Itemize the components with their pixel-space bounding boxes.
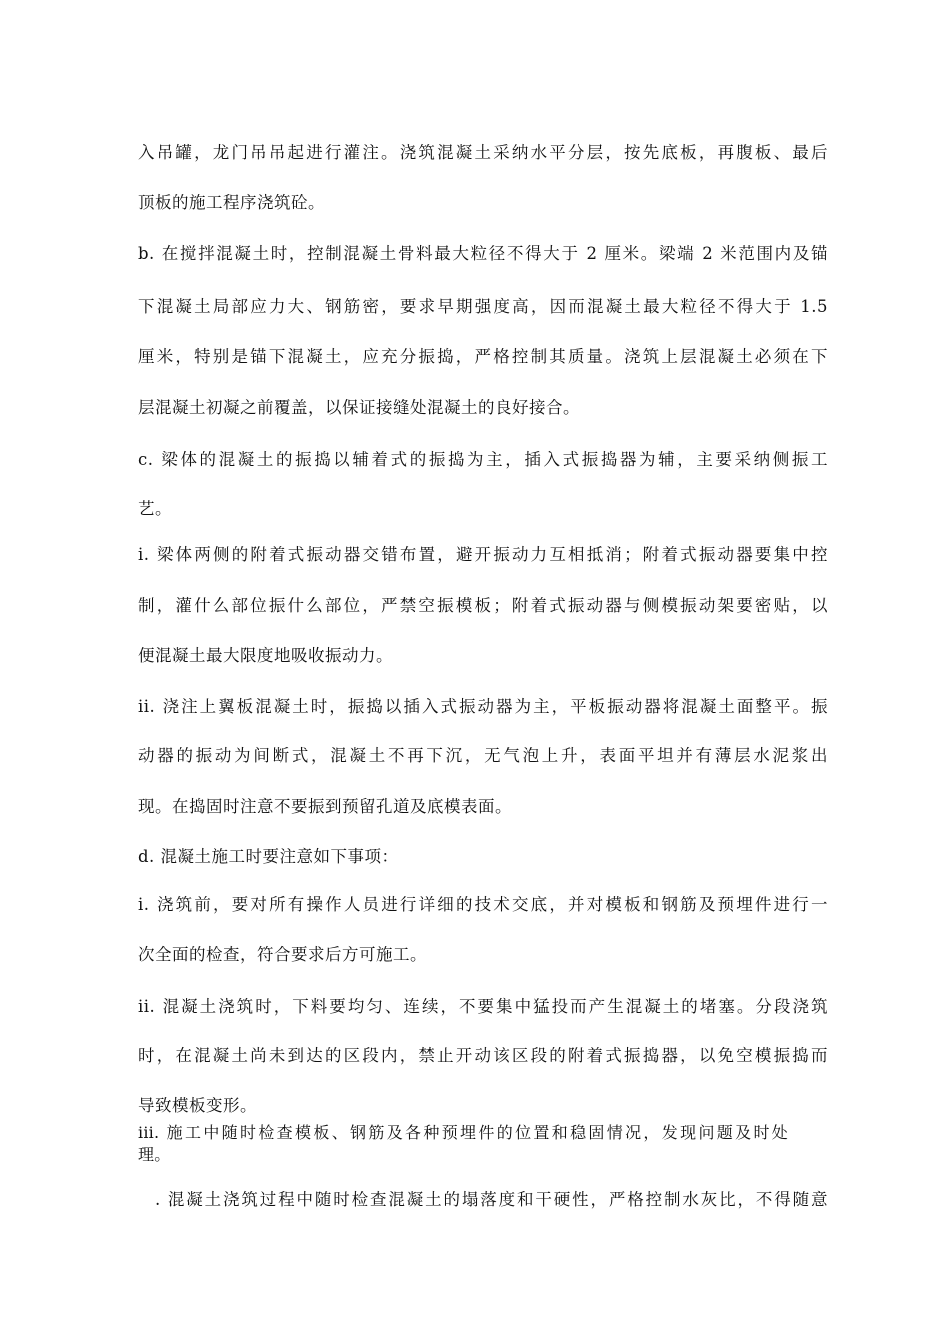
body-text-line: ii. 浇注上翼板混凝土时，振捣以插入式振动器为主，平板振动器将混凝土面整平。振 xyxy=(138,697,828,716)
body-text-line: c. 梁体的混凝土的振捣以辅着式的振捣为主，插入式振捣器为辅，主要采纳侧振工 xyxy=(138,450,828,469)
body-text-line: 制，灌什么部位振什么部位，严禁空振模板；附着式振动器与侧模振动架要密贴，以 xyxy=(138,596,828,615)
body-text-line: 导致模板变形。 xyxy=(138,1096,257,1115)
body-text-line: 层混凝土初凝之前覆盖，以保证接缝处混凝土的良好接合。 xyxy=(138,398,580,417)
body-text-line: d. 混凝土施工时要注意如下事项： xyxy=(138,847,399,866)
body-text-line: 动器的振动为间断式，混凝土不再下沉，无气泡上升，表面平坦并有薄层水泥浆出 xyxy=(138,746,828,765)
body-text-line: 艺。 xyxy=(138,499,172,518)
body-text-line: i. 梁体两侧的附着式振动器交错布置，避开振动力互相抵消；附着式振动器要集中控 xyxy=(138,545,828,564)
body-text-line: 时，在混凝土尚未到达的区段内，禁止开动该区段的附着式振捣器，以免空模振捣而 xyxy=(138,1046,828,1065)
body-text-line: 次全面的检查，符合要求后方可施工。 xyxy=(138,945,427,964)
body-text-line: 入吊罐，龙门吊吊起进行灌注。浇筑混凝土采纳水平分层，按先底板，再腹板、最后 xyxy=(138,143,828,162)
body-text-line: b. 在搅拌混凝土时，控制混凝土骨料最大粒径不得大于 2 厘米。梁端 2 米范围内及锚 xyxy=(138,244,828,263)
body-text-line: iii. 施工中随时检查模板、钢筋及各种预埋件的位置和稳固情况，发现问题及时处 xyxy=(138,1123,788,1142)
body-text-line: 现。在捣固时注意不要振到预留孔道及底模表面。 xyxy=(138,797,512,816)
body-text-line: 便混凝土最大限度地吸收振动力。 xyxy=(138,646,393,665)
body-text-line: 厘米，特别是锚下混凝土，应充分振捣，严格控制其质量。浇筑上层混凝土必须在下 xyxy=(138,347,828,366)
body-text-line: 下混凝土局部应力大、钢筋密，要求早期强度高，因而混凝土最大粒径不得大于 1.5 xyxy=(138,297,828,316)
body-text-line: 理。 xyxy=(138,1145,171,1164)
body-text-line: ii. 混凝土浇筑时，下料要均匀、连续，不要集中猛投而产生混凝土的堵塞。分段浇筑 xyxy=(138,997,828,1016)
body-text-line: i. 浇筑前，要对所有操作人员进行详细的技术交底，并对模板和钢筋及预埋件进行一 xyxy=(138,895,828,914)
body-text-line: . 混凝土浇筑过程中随时检查混凝土的塌落度和干硬性，严格控制水灰比，不得随意 xyxy=(155,1190,828,1209)
body-text-line: 顶板的施工程序浇筑砼。 xyxy=(138,193,325,212)
